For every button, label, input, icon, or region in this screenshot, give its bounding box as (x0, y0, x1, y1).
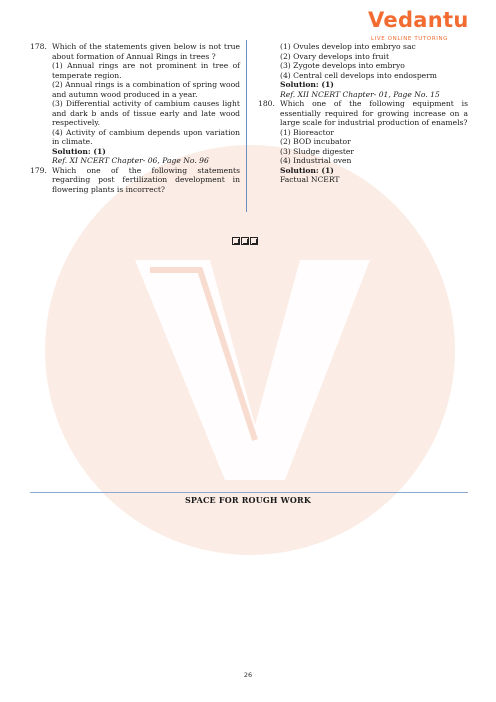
end-square-icon (241, 237, 249, 245)
question-178 (30, 42, 240, 61)
three-squares-end-mark-icon (232, 237, 258, 245)
answer-option: (1) Annual rings are not prominent in tree of temperate region. (52, 61, 240, 80)
question-text: Which one of the following equipment is essentially required for growing increase on a large scale for industrial production of enamels? (280, 99, 468, 127)
answer-option: (4) Activity of cambium depends upon variation in climate. (52, 127, 240, 146)
question-179 (30, 166, 240, 195)
solution-line: Solution: (1) (52, 146, 106, 156)
answer-option: (3) Sludge digester (280, 146, 355, 156)
answer-option: (4) Central cell develops into endosperm (280, 70, 438, 80)
answer-option: (4) Industrial oven (280, 156, 352, 165)
reference-line: Ref. XII NCERT Chapter- 01, Page No. 15 (280, 89, 440, 99)
rough-work-divider (30, 492, 468, 493)
explanation-line: Factual NCERT (280, 175, 340, 184)
left-column (30, 42, 240, 194)
right-column (258, 42, 468, 185)
answer-option: (2) BOD incubator (280, 137, 351, 146)
answer-option: (2) Annual rings is a combination of spring wood and autumn wood produced in a year. (52, 80, 240, 99)
question-number: 179. (30, 165, 47, 175)
solution-line: Solution: (1) (280, 80, 334, 89)
logo-tagline: LIVE ONLINE TUTORING (371, 36, 449, 42)
question-text: Which one of the following statements regarding post fertilization development in flowering plants is incorrect? (52, 165, 240, 194)
question-number: 178. (30, 42, 47, 51)
end-square-icon (250, 237, 258, 245)
end-square-icon (232, 237, 240, 245)
rough-work-label: SPACE FOR ROUGH WORK (184, 495, 312, 505)
logo-wordmark: Vedantu (368, 8, 469, 32)
reference-line: Ref. XI NCERT Chapter- 06, Page No. 96 (52, 156, 209, 165)
answer-option: (3) Differential activity of cambium causes light and dark b ands of tissue early and late wood respectively. (52, 99, 240, 127)
question-number: 180. (258, 99, 275, 108)
answer-option: (1) Bioreactor (280, 127, 334, 137)
answer-option: (2) Ovary develops into fruit (280, 51, 390, 61)
solution-line: Solution: (1) (280, 165, 334, 175)
page-number: 26 (243, 671, 253, 679)
answer-option: (3) Zygote develops into embryo (280, 61, 405, 70)
column-divider (246, 40, 247, 212)
question-text: Which of the statements given below is not true about formation of Annual Rings in trees ? (52, 42, 240, 61)
answer-option: (1) Ovules develop into embryo sac (280, 42, 416, 51)
question-180 (258, 99, 468, 128)
